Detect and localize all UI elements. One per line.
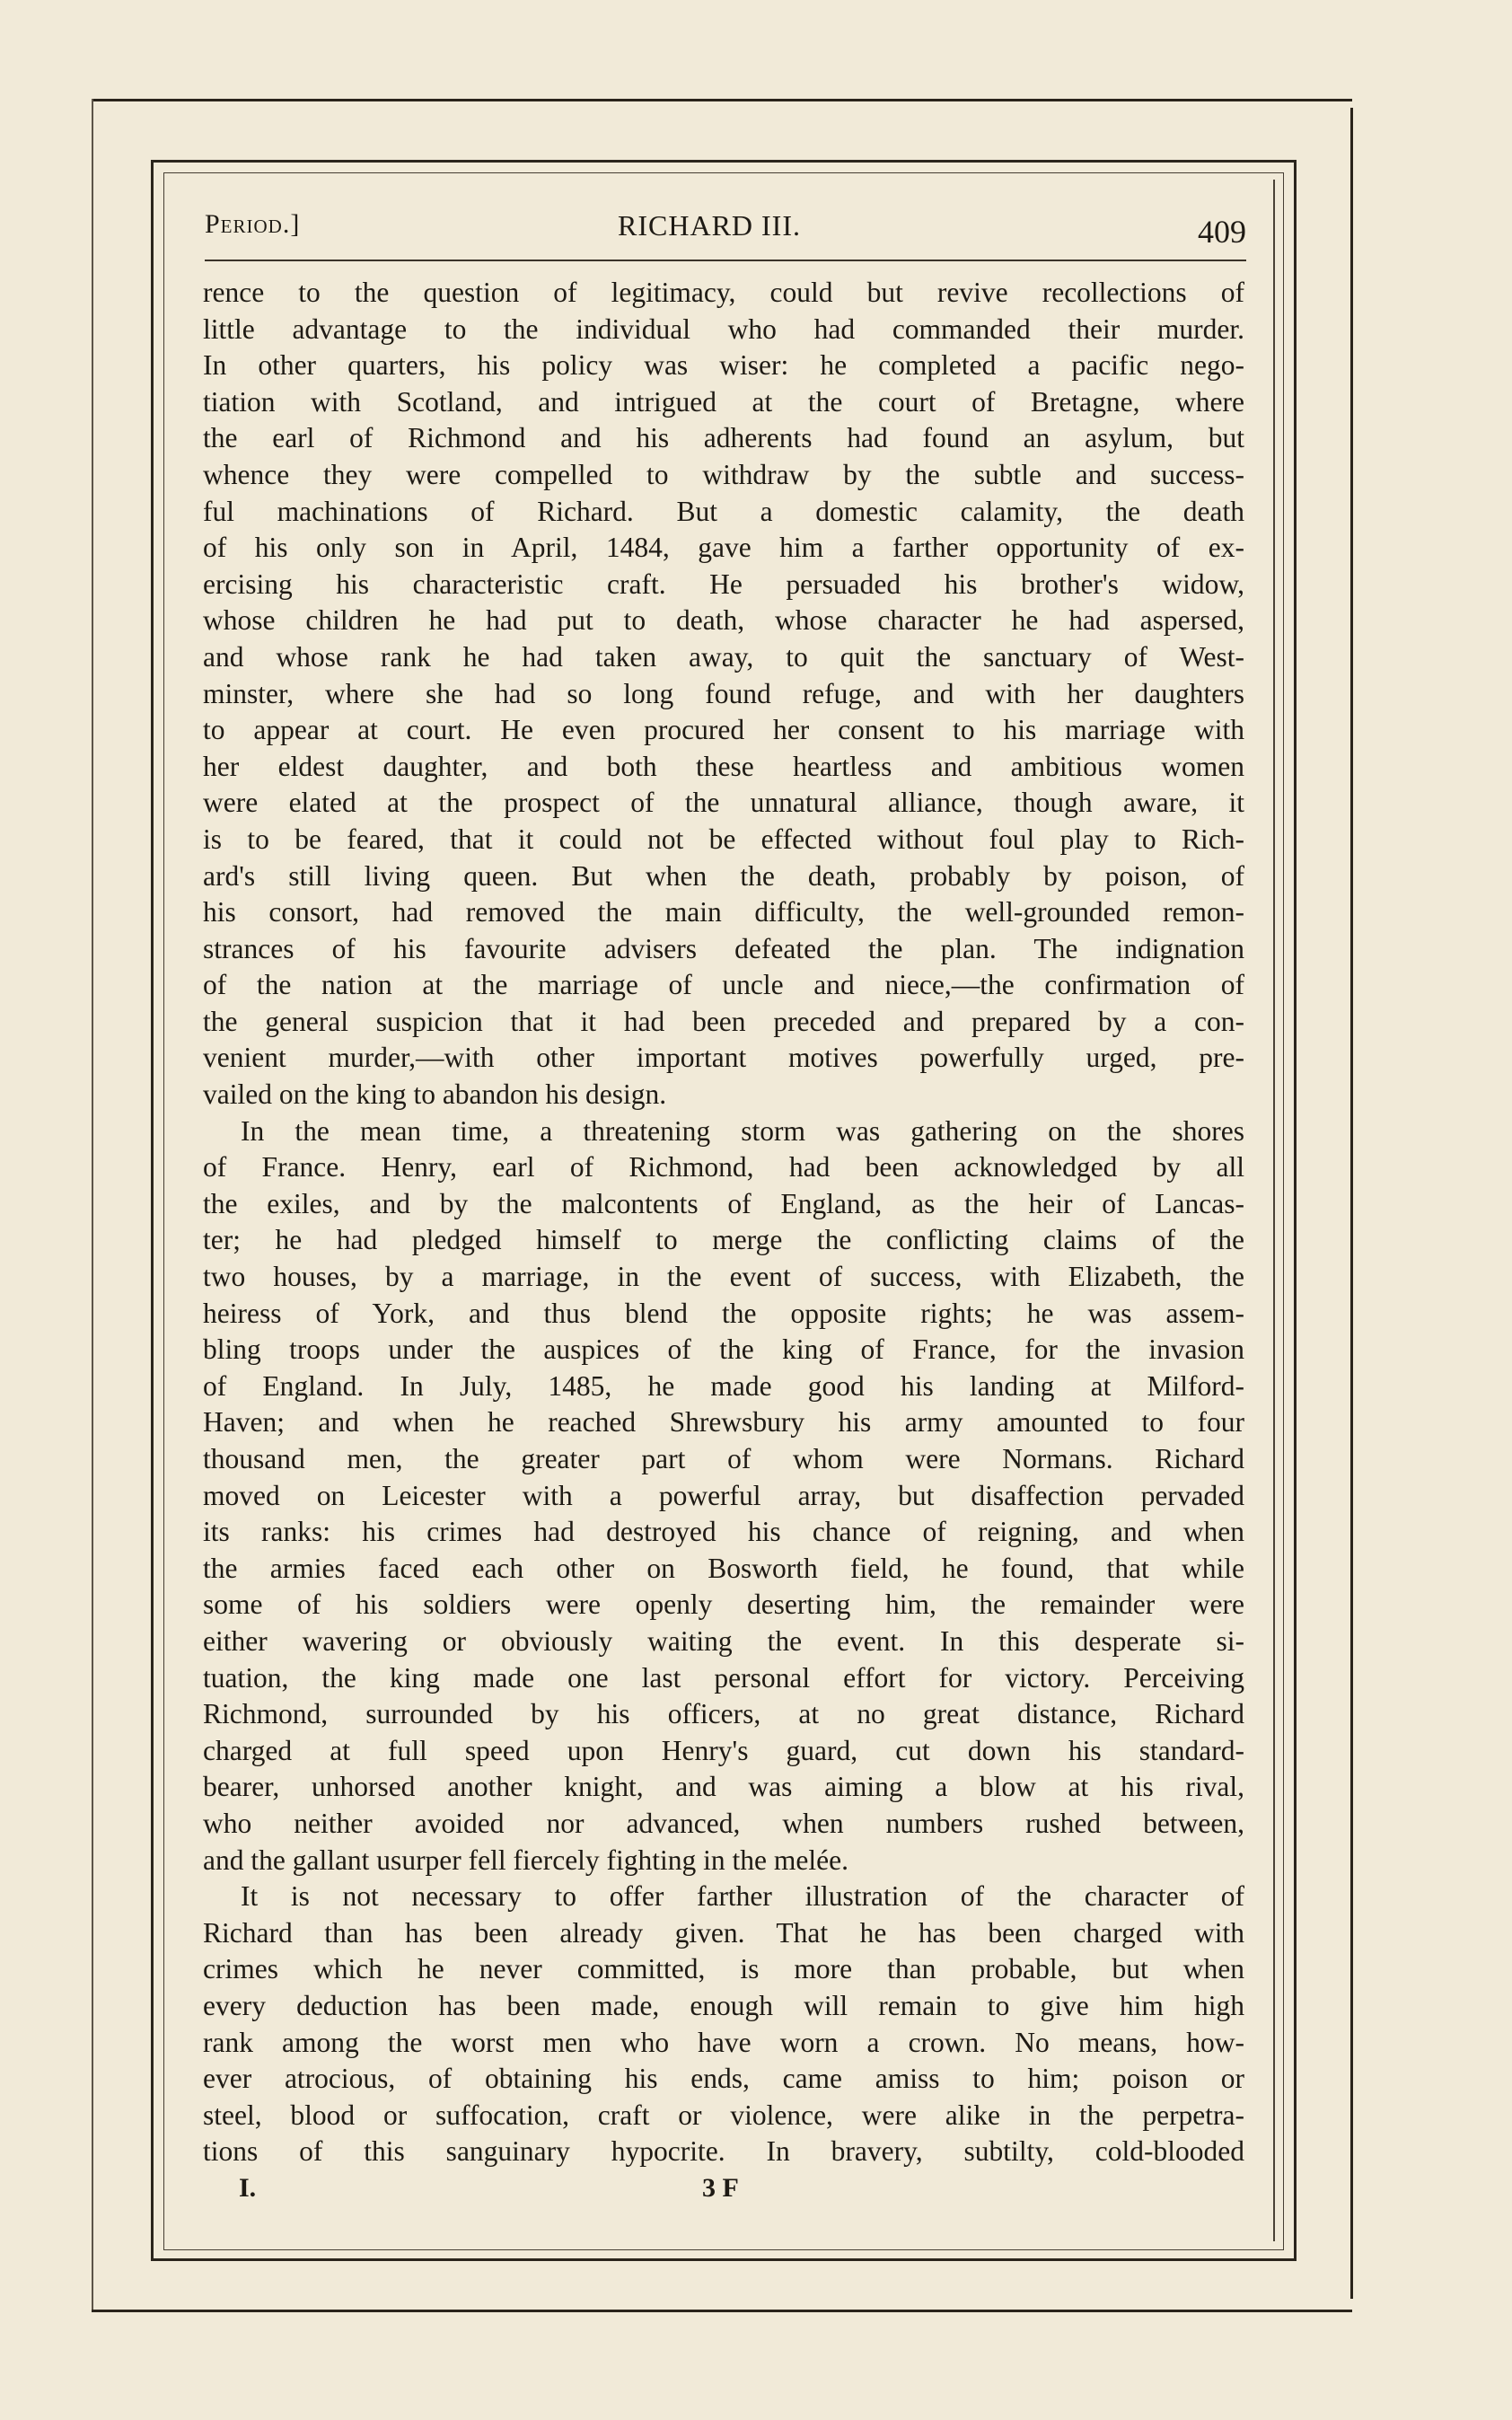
text-line: of his only son in April, 1484, gave him a farther opportunity of ex- bbox=[203, 532, 1244, 564]
text-line: In other quarters, his policy was wiser: he completed a pacific nego- bbox=[203, 349, 1244, 382]
text-line: the exiles, and by the malcontents of England, as the heir of Lancas- bbox=[203, 1187, 1244, 1219]
outer-rule-bottom bbox=[92, 2310, 1352, 2312]
text-line: his consort, had removed the main difficulty, the well-grounded remon- bbox=[203, 896, 1244, 928]
text-line: charged at full speed upon Henry's guard, cut down his standard- bbox=[203, 1734, 1244, 1766]
text-line: venient murder,—with other important motives powerfully urged, pre- bbox=[203, 1042, 1244, 1074]
text-line: Richmond, surrounded by his officers, at no great distance, Richard bbox=[203, 1698, 1244, 1730]
paragraph-start-line: It is not necessary to offer farther illustration of the character of bbox=[241, 1880, 1244, 1913]
header-rule bbox=[205, 260, 1246, 261]
text-line: its ranks: his crimes had destroyed his chance of reigning, and when bbox=[203, 1516, 1244, 1548]
text-line: ter; he had pledged himself to merge the conflicting claims of the bbox=[203, 1224, 1244, 1256]
text-line: tiation with Scotland, and intrigued at the court of Bretagne, where bbox=[203, 385, 1244, 418]
text-line: rence to the question of legitimacy, could but revive recollections of bbox=[203, 277, 1244, 308]
signature-mark: 3 F bbox=[702, 2173, 739, 2203]
text-line: whence they were compelled to withdraw by the subtle and success- bbox=[203, 458, 1244, 490]
text-line: who neither avoided nor advanced, when numbers rushed between, bbox=[203, 1807, 1244, 1839]
page-number: 409 bbox=[1198, 214, 1246, 250]
text-line: ard's still living queen. But when the death, probably by poison, of bbox=[203, 859, 1244, 892]
paragraph-end-line: vailed on the king to abandon his design. bbox=[203, 1078, 667, 1111]
text-line: whose children he had put to death, whose character he had aspersed, bbox=[203, 604, 1244, 637]
text-line: crimes which he never committed, is more than probable, but when bbox=[203, 1953, 1244, 1985]
text-line: ercising his characteristic craft. He persuaded his brother's widow, bbox=[203, 568, 1244, 600]
text-line: to appear at court. He even procured her consent to his marriage with bbox=[203, 714, 1244, 746]
outer-rule-right bbox=[1350, 108, 1353, 2299]
text-line: little advantage to the individual who had commanded their murder. bbox=[203, 312, 1244, 345]
text-line: the general suspicion that it had been preceded and prepared by a con- bbox=[203, 1005, 1244, 1037]
text-line: rank among the worst men who have worn a crown. No means, how- bbox=[203, 2026, 1244, 2058]
text-line: two houses, by a marriage, in the event of success, with Elizabeth, the bbox=[203, 1261, 1244, 1293]
text-line: bearer, unhorsed another knight, and was aiming a blow at his rival, bbox=[203, 1771, 1244, 1803]
text-line: some of his soldiers were openly deserting him, the remainder were bbox=[203, 1588, 1244, 1621]
running-head bbox=[205, 202, 1246, 256]
footer-signature-row bbox=[239, 2173, 778, 2213]
text-line: the armies faced each other on Bosworth field, he found, that while bbox=[203, 1552, 1244, 1584]
body-text bbox=[203, 275, 1244, 2170]
text-line: ful machinations of Richard. But a domestic calamity, the death bbox=[203, 495, 1244, 527]
text-line: were elated at the prospect of the unnatural alliance, though aware, it bbox=[203, 787, 1244, 819]
text-line: tuation, the king made one last personal effort for victory. Perceiving bbox=[203, 1661, 1244, 1694]
text-line: Richard than has been already given. That he has been charged with bbox=[203, 1916, 1244, 1949]
text-line: her eldest daughter, and both these heartless and ambitious women bbox=[203, 750, 1244, 782]
text-line: moved on Leicester with a powerful array, but disaffection pervaded bbox=[203, 1479, 1244, 1511]
text-line: of the nation at the marriage of uncle and niece,—the confirmation of bbox=[203, 969, 1244, 1001]
text-line: ever atrocious, of obtaining his ends, came amiss to him; poison or bbox=[203, 2063, 1244, 2095]
text-line: steel, blood or suffocation, craft or violence, were alike in the perpetra- bbox=[203, 2099, 1244, 2131]
outer-rule-top bbox=[92, 99, 1352, 101]
text-line: is to be feared, that it could not be effected without foul play to Rich- bbox=[203, 823, 1244, 855]
text-line: every deduction has been made, enough will remain to give him high bbox=[203, 1989, 1244, 2021]
outer-rule-left bbox=[92, 99, 93, 2310]
text-line: minster, where she had so long found refuge, and with her daughters bbox=[203, 677, 1244, 709]
text-line: of England. In July, 1485, he made good his landing at Milford- bbox=[203, 1369, 1244, 1402]
period-label: Period.] bbox=[205, 209, 301, 239]
text-line: thousand men, the greater part of whom were Normans. Richard bbox=[203, 1443, 1244, 1474]
text-line: bling troops under the auspices of the king of France, for the invasion bbox=[203, 1333, 1244, 1366]
text-line: Haven; and when he reached Shrewsbury his army amounted to four bbox=[203, 1406, 1244, 1439]
text-line: strances of his favourite advisers defeated the plan. The indignation bbox=[203, 932, 1244, 964]
text-line: either wavering or obviously waiting the event. In this desperate si- bbox=[203, 1624, 1244, 1657]
text-line: and whose rank he had taken away, to quit the sanctuary of West- bbox=[203, 640, 1244, 673]
text-line: the earl of Richmond and his adherents had found an asylum, but bbox=[203, 422, 1244, 454]
text-line: tions of this sanguinary hypocrite. In bravery, subtilty, cold-blooded bbox=[203, 2135, 1244, 2168]
inner-right-rule bbox=[1273, 180, 1275, 2241]
volume-mark: I. bbox=[239, 2173, 257, 2203]
paragraph-end-line: and the gallant usurper fell fiercely fighting in the melée. bbox=[203, 1844, 848, 1876]
text-line: heiress of York, and thus blend the opposite rights; he was assem- bbox=[203, 1297, 1244, 1329]
text-line: of France. Henry, earl of Richmond, had been acknowledged by all bbox=[203, 1151, 1244, 1184]
paragraph-start-line: In the mean time, a threatening storm was gathering on the shores bbox=[241, 1114, 1244, 1147]
chapter-title: RICHARD III. bbox=[618, 209, 801, 242]
